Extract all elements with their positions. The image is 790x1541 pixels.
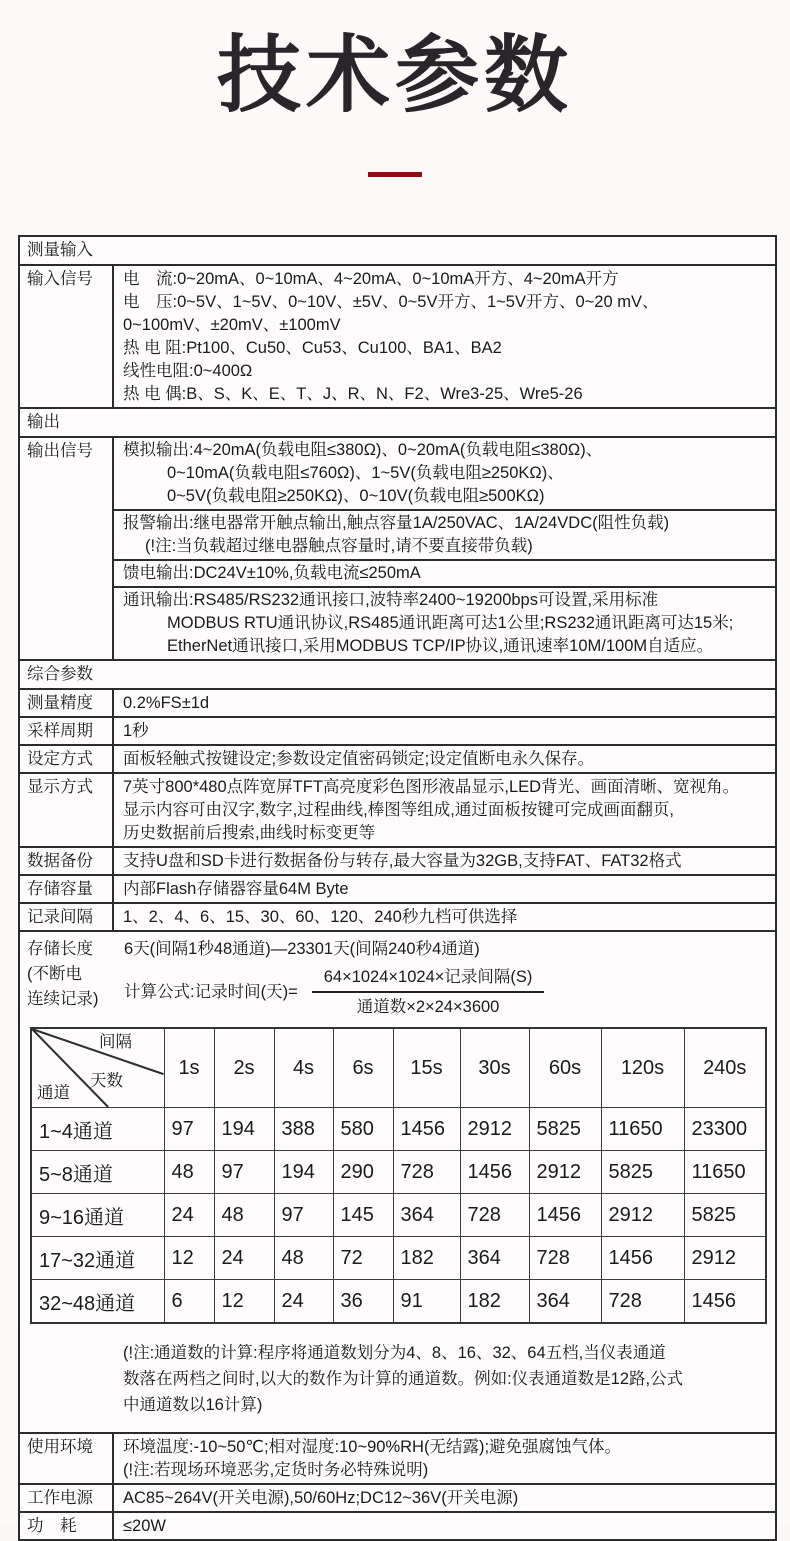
row-label-display-method: 显示方式 [20, 774, 114, 846]
storage-length-label-line: 存储长度 [27, 940, 93, 958]
storage-length-content [124, 935, 775, 1019]
days-table-row [31, 1237, 766, 1280]
input-signal-line-voltage-2: 0~100mV、±20mV、±100mV [123, 316, 341, 334]
row-label-accuracy: 测量精度 [20, 690, 114, 716]
row-setting-method [20, 744, 775, 772]
row-value-input-signal [114, 266, 775, 407]
row-label-environment: 使用环境 [20, 1434, 114, 1483]
row-storage-capacity [20, 874, 775, 902]
row-label-setting-method: 设定方式 [20, 746, 114, 772]
interval-column-header: 120s [601, 1028, 684, 1108]
row-sampling-period [20, 716, 775, 744]
section-header-output: 输出 [27, 413, 60, 431]
row-value-storage-capacity: 内部Flash存储器容量64M Byte [123, 880, 349, 898]
days-value-cell: 728 [393, 1151, 460, 1194]
days-value-cell: 48 [164, 1151, 214, 1194]
row-value-sampling-period: 1秒 [123, 722, 149, 740]
interval-column-header: 1s [164, 1028, 214, 1108]
days-value-cell: 194 [274, 1151, 333, 1194]
row-value-display-method [114, 774, 775, 846]
days-value-cell: 48 [214, 1194, 274, 1237]
formula-prefix: 计算公式:记录时间(天)= [124, 982, 298, 1001]
interval-column-header: 60s [529, 1028, 601, 1108]
days-value-cell: 48 [274, 1237, 333, 1280]
row-label-record-interval: 记录间隔 [20, 904, 114, 930]
row-storage-length [20, 930, 775, 1432]
days-value-cell: 364 [529, 1280, 601, 1324]
display-method-line: 历史数据前后搜索,曲线时标变更等 [123, 824, 376, 842]
row-environment [20, 1432, 775, 1483]
formula-denominator: 通道数×2×24×3600 [356, 998, 500, 1016]
days-value-cell: 11650 [684, 1151, 766, 1194]
row-record-interval [20, 902, 775, 930]
row-value-power-consumption: ≤20W [123, 1517, 166, 1535]
row-label-input-signal: 输入信号 [20, 266, 114, 407]
row-accuracy [20, 688, 775, 716]
days-value-cell: 2912 [601, 1194, 684, 1237]
row-value-record-interval: 1、2、4、6、15、30、60、120、240秒九档可供选择 [123, 908, 518, 926]
days-table-row [31, 1108, 766, 1151]
channel-range-cell: 5~8通道 [31, 1151, 164, 1194]
display-method-line: 显示内容可由汉字,数字,过程曲线,棒图等组成,通过面板按键可完成画面翻页, [123, 801, 674, 819]
row-value-working-power: AC85~264V(开关电源),50/60Hz;DC12~36V(开关电源) [123, 1489, 519, 1507]
days-value-cell: 72 [333, 1237, 393, 1280]
channel-range-cell: 1~4通道 [31, 1108, 164, 1151]
environment-line: 环境温度:-10~50℃;相对湿度:10~90%RH(无结露);避免强腐蚀气体。 [123, 1438, 622, 1456]
days-value-cell: 1456 [393, 1108, 460, 1151]
storage-length-label-line: 连续记录) [27, 990, 99, 1008]
row-label-data-backup: 数据备份 [20, 848, 114, 874]
comm-output-line: EtherNet通讯接口,采用MODBUS TCP/IP协议,通讯速率10M/100M自适应。 [167, 637, 714, 655]
days-value-cell: 97 [214, 1151, 274, 1194]
comm-output-line: MODBUS RTU通讯协议,RS485通讯距离可达1公里;RS232通讯距离可达15米; [167, 614, 734, 632]
row-label-output-signal: 输出信号 [20, 438, 114, 659]
days-value-cell: 1456 [684, 1280, 766, 1324]
input-signal-line-linear-resistance: 线性电阻:0~400Ω [123, 362, 253, 380]
days-value-cell: 12 [214, 1280, 274, 1324]
days-value-cell: 1456 [529, 1194, 601, 1237]
input-signal-line-thermocouple: 热 电 偶:B、S、K、E、T、J、R、N、F2、Wre3-25、Wre5-26 [123, 385, 583, 403]
interval-column-header: 15s [393, 1028, 460, 1108]
interval-column-header: 2s [214, 1028, 274, 1108]
days-value-cell: 728 [529, 1237, 601, 1280]
input-signal-line-current: 电 流:0~20mA、0~10mA、4~20mA、0~10mA开方、4~20mA开方 [123, 270, 619, 288]
storage-length-top [20, 935, 775, 1019]
interval-column-header: 4s [274, 1028, 333, 1108]
days-table-header-row [31, 1028, 766, 1108]
alarm-output-line: 报警输出:继电器常开触点输出,触点容量1A/250VAC、1A/24VDC(阻性负载) [123, 514, 670, 532]
channel-note-line: 数落在两档之间时,以大的数作为计算的通道数。例如:仪表通道数是12路,公式 [123, 1370, 684, 1388]
days-value-cell: 5825 [684, 1194, 766, 1237]
environment-note-line: (!注:若现场环境恶劣,定货时务必特殊说明) [123, 1461, 429, 1479]
subrow-alarm-output [114, 509, 775, 559]
days-value-cell: 24 [214, 1237, 274, 1280]
storage-length-label-line: (不断电 [27, 965, 82, 983]
days-value-cell: 364 [393, 1194, 460, 1237]
channel-note-line: 中通道数以16计算) [123, 1396, 263, 1414]
channel-calculation-note [123, 1340, 759, 1418]
row-output-signal [20, 436, 775, 659]
row-value-output-signal [114, 438, 775, 659]
days-value-cell: 6 [164, 1280, 214, 1324]
feed-output-line: 馈电输出:DC24V±10%,负载电流≤250mA [123, 564, 421, 582]
input-signal-line-rtd: 热 电 阻:Pt100、Cu50、Cu53、Cu100、BA1、BA2 [123, 339, 502, 357]
formula-fraction [312, 965, 545, 1019]
storage-formula [124, 965, 775, 1019]
page-title: 技术参数 [216, 28, 573, 122]
days-value-cell: 1456 [460, 1151, 529, 1194]
spec-table [18, 235, 777, 1541]
analog-output-line: 0~10mA(负载电阻≤760Ω)、1~5V(负载电阻≥250KΩ)、 [167, 464, 564, 482]
days-value-cell: 97 [164, 1108, 214, 1151]
alarm-output-note: (!注:当负载超过继电器触点容量时,请不要直接带负载) [145, 537, 533, 555]
display-method-line: 7英寸800*480点阵宽屏TFT高亮度彩色图形液晶显示,LED背光、画面清晰、宽视角。 [123, 778, 740, 796]
row-display-method [20, 772, 775, 846]
channel-range-cell: 17~32通道 [31, 1237, 164, 1280]
days-value-cell: 290 [333, 1151, 393, 1194]
section-row-general [20, 659, 775, 688]
row-value-environment [114, 1434, 775, 1483]
row-input-signal [20, 264, 775, 407]
row-label-storage-capacity: 存储容量 [20, 876, 114, 902]
days-value-cell: 5825 [601, 1151, 684, 1194]
row-label-storage-length [20, 935, 124, 1019]
days-value-cell: 2912 [460, 1108, 529, 1151]
channel-range-cell: 32~48通道 [31, 1280, 164, 1324]
row-value-setting-method: 面板轻触式按键设定;参数设定值密码锁定;设定值断电永久保存。 [123, 750, 595, 768]
corner-days-label: 天数 [90, 1072, 123, 1090]
days-value-cell: 182 [460, 1280, 529, 1324]
days-value-cell: 5825 [529, 1108, 601, 1151]
row-label-power-consumption: 功 耗 [20, 1513, 114, 1539]
days-value-cell: 728 [601, 1280, 684, 1324]
analog-output-line: 模拟输出:4~20mA(负载电阻≤380Ω)、0~20mA(负载电阻≤380Ω)、 [123, 441, 603, 459]
days-value-cell: 580 [333, 1108, 393, 1151]
interval-column-header: 6s [333, 1028, 393, 1108]
days-value-cell: 23300 [684, 1108, 766, 1151]
days-value-cell: 194 [214, 1108, 274, 1151]
days-value-cell: 36 [333, 1280, 393, 1324]
days-table-corner-cell [31, 1028, 164, 1108]
subrow-comm-output [114, 586, 775, 659]
storage-range-text: 6天(间隔1秒48通道)—23301天(间隔240秒4通道) [124, 940, 480, 958]
row-label-working-power: 工作电源 [20, 1485, 114, 1511]
comm-output-line: 通讯输出:RS485/RS232通讯接口,波特率2400~19200bps可设置,采用标准 [123, 591, 659, 609]
row-power-consumption [20, 1511, 775, 1539]
subrow-analog-output [114, 438, 775, 509]
days-value-cell: 24 [274, 1280, 333, 1324]
title-divider [368, 172, 422, 177]
row-label-sampling-period: 采样周期 [20, 718, 114, 744]
days-value-cell: 1456 [601, 1237, 684, 1280]
days-value-cell: 11650 [601, 1108, 684, 1151]
days-table-row [31, 1280, 766, 1324]
section-row-measure-input [20, 237, 775, 264]
section-header-general: 综合参数 [27, 665, 93, 683]
days-table-row [31, 1194, 766, 1237]
record-days-table [30, 1027, 767, 1324]
subrow-feed-output [114, 559, 775, 586]
section-header-measure-input: 测量输入 [27, 241, 93, 259]
days-table-row [31, 1151, 766, 1194]
interval-column-header: 240s [684, 1028, 766, 1108]
days-value-cell: 728 [460, 1194, 529, 1237]
corner-channel-label: 通道 [37, 1084, 70, 1102]
row-value-data-backup: 支持U盘和SD卡进行数据备份与转存,最大容量为32GB,支持FAT、FAT32格式 [123, 852, 682, 870]
interval-column-header: 30s [460, 1028, 529, 1108]
analog-output-line: 0~5V(负载电阻≥250KΩ)、0~10V(负载电阻≥500KΩ) [167, 487, 545, 505]
days-value-cell: 2912 [684, 1237, 766, 1280]
days-value-cell: 24 [164, 1194, 214, 1237]
days-value-cell: 2912 [529, 1151, 601, 1194]
corner-interval-label: 间隔 [99, 1033, 132, 1051]
days-value-cell: 388 [274, 1108, 333, 1151]
days-value-cell: 364 [460, 1237, 529, 1280]
section-row-output [20, 407, 775, 436]
row-value-accuracy: 0.2%FS±1d [123, 694, 210, 712]
channel-range-cell: 9~16通道 [31, 1194, 164, 1237]
days-value-cell: 97 [274, 1194, 333, 1237]
row-data-backup [20, 846, 775, 874]
input-signal-line-voltage: 电 压:0~5V、1~5V、0~10V、±5V、0~5V开方、1~5V开方、0~20 mV、 [123, 293, 659, 311]
row-working-power [20, 1483, 775, 1511]
days-value-cell: 145 [333, 1194, 393, 1237]
channel-note-line: (!注:通道数的计算:程序将通道数划分为4、8、16、32、64五档,当仪表通道 [123, 1344, 666, 1362]
days-value-cell: 182 [393, 1237, 460, 1280]
formula-numerator: 64×1024×1024×记录间隔(S) [312, 965, 545, 993]
days-value-cell: 91 [393, 1280, 460, 1324]
days-value-cell: 12 [164, 1237, 214, 1280]
